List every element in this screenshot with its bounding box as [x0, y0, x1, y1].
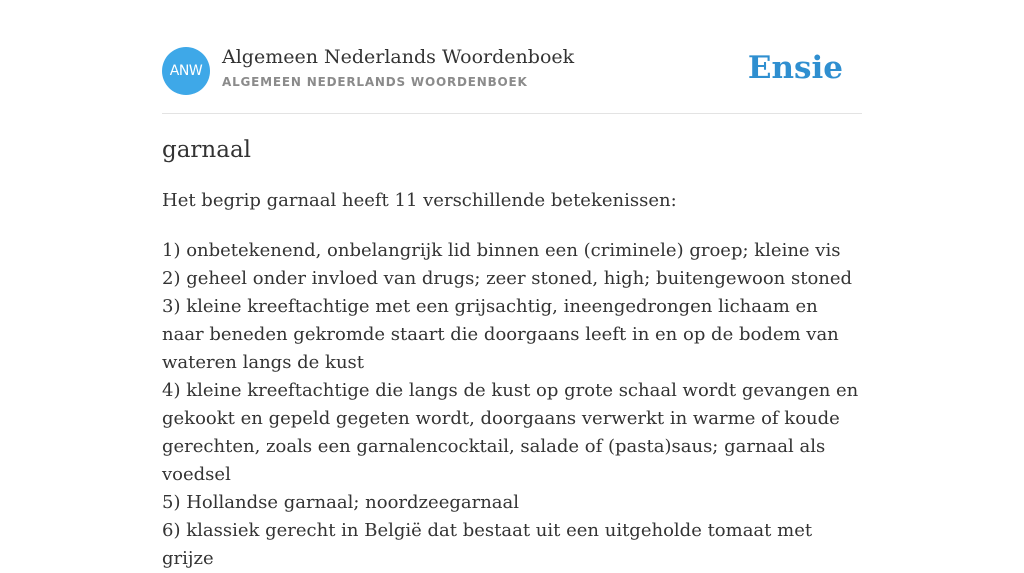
- source-logo-badge[interactable]: ANW: [162, 47, 210, 95]
- meaning-item: 4) kleine kreeftachtige die langs de kust op grote schaal wordt gevangen en gekookt en gepeld gegeten wordt, doorgaans verwerkt in warme of koude gerechten, zoals een garnalencocktail, salade of (pasta)saus; garnaal als voedsel: [162, 380, 859, 485]
- meaning-item: 5) Hollandse garnaal; noordzeegarnaal: [162, 492, 520, 513]
- header: [162, 0, 862, 114]
- meaning-item: 1) onbetekenend, onbelangrijk lid binnen een (criminele) groep; kleine vis: [162, 240, 841, 261]
- meanings-intro: Het begrip garnaal heeft 11 verschillende betekenissen:: [162, 190, 677, 211]
- ensie-logo-link[interactable]: Ensie: [747, 50, 843, 86]
- content-container: [162, 0, 862, 569]
- meaning-item: 6) klassiek gerecht in België dat bestaat uit een uitgeholde tomaat met grijze: [162, 520, 813, 569]
- page-title: garnaal: [162, 137, 252, 163]
- source-subtitle: ALGEMEEN NEDERLANDS WOORDENBOEK: [222, 75, 528, 89]
- meaning-item: 3) kleine kreeftachtige met een grijsachtig, ineengedrongen lichaam en naar beneden gekromde staart die doorgaans leeft in en op de bodem van wateren langs de kust: [162, 296, 839, 373]
- source-title-link[interactable]: Algemeen Nederlands Woordenboek: [222, 46, 575, 68]
- meanings-list: [162, 237, 862, 573]
- meaning-item: 2) geheel onder invloed van drugs; zeer stoned, high; buitengewoon stoned: [162, 268, 853, 289]
